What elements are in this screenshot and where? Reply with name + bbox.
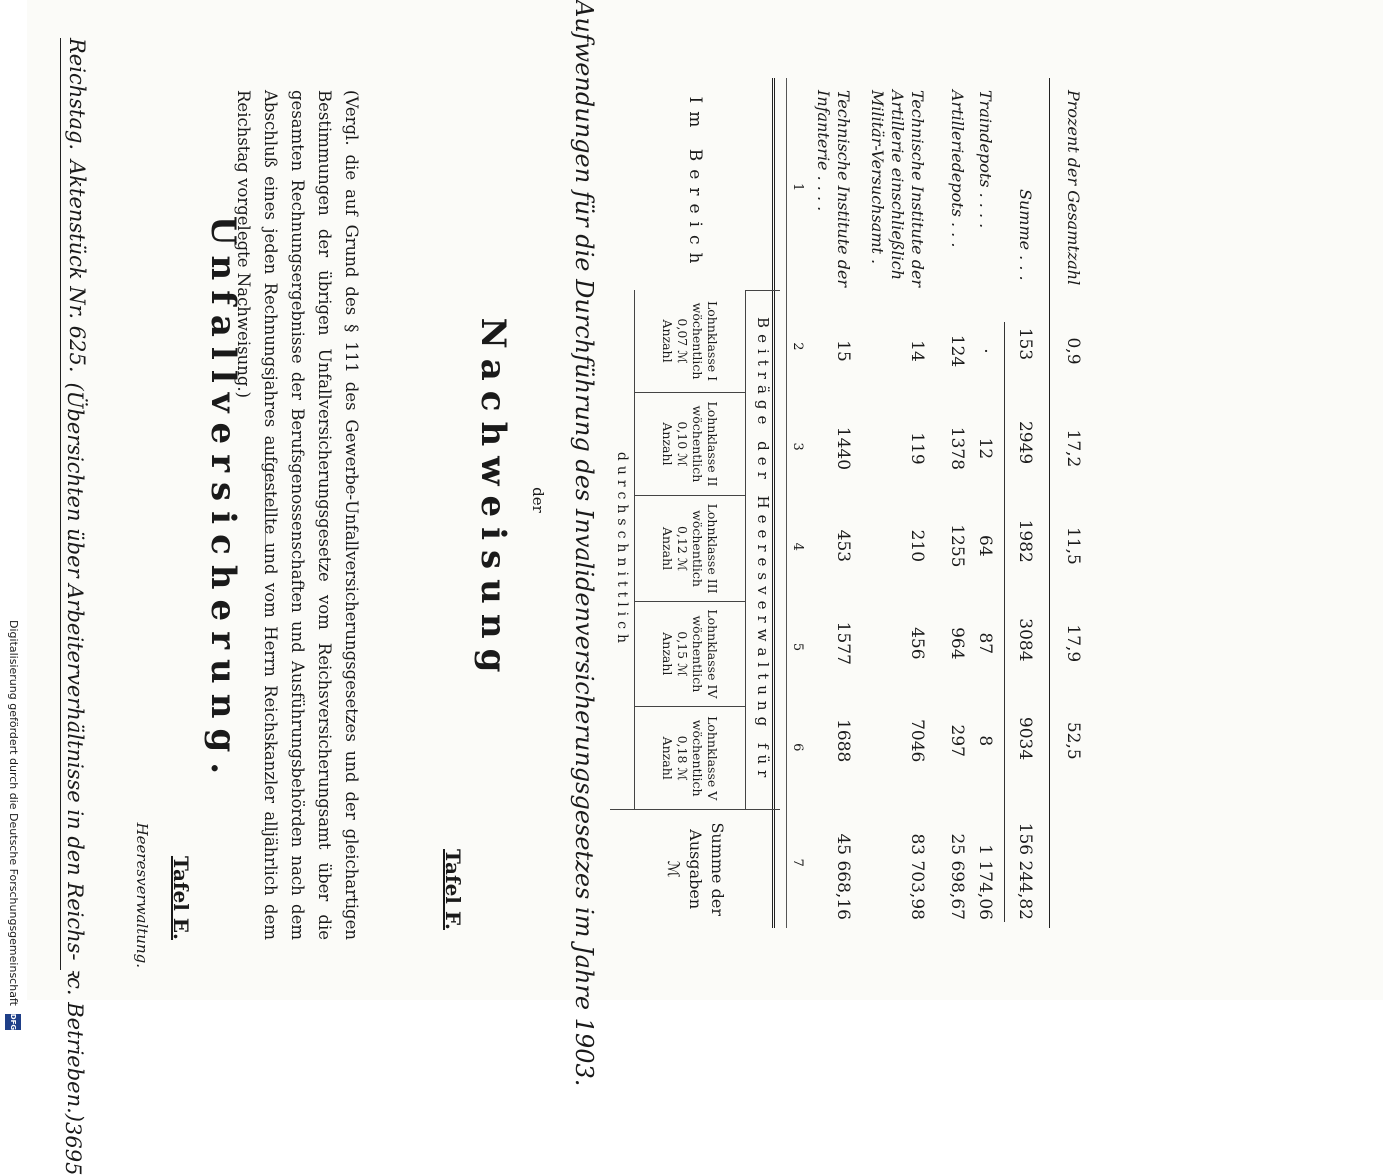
group-footer: durchschnittlich: [610, 290, 635, 809]
cell: 1577: [833, 621, 853, 665]
table-caption: Aufwendungen für die Durchführung des Invalidenversicherungsgesetzes im Jahre 1903.: [570, 0, 598, 1087]
section-label: Heeresverwaltung.: [133, 822, 151, 968]
wage-class-4: [635, 601, 746, 706]
footer-credit: [0, 0, 27, 1031]
percent-cell: 0,9: [1063, 337, 1083, 365]
cell-sum: 25 698,67: [947, 833, 967, 920]
wage-class-1: [635, 290, 746, 392]
wage-class-rate: 0,12 ℳ: [675, 525, 690, 572]
wage-class-name: Lohnklasse IV: [705, 609, 720, 699]
cell-sum: 45 668,16: [833, 833, 853, 920]
total-cell: 3084: [1015, 618, 1035, 662]
sub-title-der: der: [529, 487, 547, 513]
percent-row: [1063, 78, 1083, 928]
cell-sum: 1 174,06: [975, 844, 995, 920]
cell: 87: [975, 632, 995, 655]
total-cell: 2949: [1015, 420, 1035, 465]
wage-class-5: [635, 706, 746, 809]
cell: 8: [975, 735, 995, 747]
table-header: [610, 78, 780, 928]
column-number: 7: [790, 858, 805, 867]
sum-divider: [1004, 322, 1005, 922]
wage-class-unit: Anzahl: [660, 422, 675, 466]
cell: 64: [975, 535, 995, 557]
wage-class-weekly: wöchentlich: [690, 719, 705, 797]
journal-name: Reichstag.: [65, 38, 89, 151]
column-number: 1: [790, 183, 805, 192]
column-number-row: [786, 78, 805, 928]
percent-cell: 17,2: [1063, 429, 1083, 468]
col-header-sum: [610, 810, 780, 928]
total-row: [1015, 78, 1035, 928]
cell: 1688: [833, 719, 853, 763]
cell: 1440: [833, 426, 853, 471]
cell: 7046: [907, 719, 927, 763]
cell: 15: [833, 340, 853, 362]
document-subject: (Übersichten über Arbeiterverhältnisse in den Reichs- ꝛc. Betrieben.): [63, 382, 87, 1122]
wage-class-unit: Anzahl: [660, 632, 675, 676]
total-sum: 156 244,82: [1015, 822, 1035, 920]
percent-cell: 17,9: [1063, 624, 1083, 663]
intro-paragraph: (Vergl. die auf Grund des § 111 des Gewerbe-Unfallversicherungsgesetzes und der gleichartigen Bestimmungen der übrigen Unfallversicherungsgesetze vom Reichsversicherungsamt über die gesamten Rechnungsergebnisse der Berufsgenossenschaften und Ausführungsbehörden nach dem Abschluß eines jeden Rechnungsjahres aufgestellte und vom Herrn Reichskanzler alljährlich dem Reichstag vorgelegte Nachweisung.): [234, 90, 361, 940]
wage-class-rate: 0,18 ℳ: [675, 735, 690, 781]
row-label: Artilleriedepots . . .: [948, 90, 967, 248]
cell: 297: [947, 724, 967, 757]
wage-class-name: Lohnklasse II: [705, 401, 720, 487]
cell: 14: [907, 340, 927, 362]
column-number: 6: [790, 743, 805, 752]
total-cell: 1982: [1015, 519, 1035, 563]
sub-title: Nachweisung: [473, 317, 513, 683]
wage-class-2: [635, 392, 746, 496]
footer-credit-text: Digitalisierung gefördert durch die Deutsche Forschungsgemeinschaft: [7, 620, 20, 1006]
cell: ·: [975, 348, 995, 354]
cell: 964: [947, 627, 967, 660]
cell: 453: [833, 529, 853, 563]
percent-cell: 52,5: [1063, 721, 1083, 760]
wage-class-weekly: wöchentlich: [690, 405, 705, 483]
cell: 119: [907, 432, 927, 465]
column-number: 2: [790, 342, 805, 351]
col-header-bereich: Im Bereich: [685, 96, 705, 272]
total-cell: 9034: [1015, 716, 1035, 761]
wage-class-3: [635, 496, 746, 601]
total-cell: 153: [1015, 327, 1035, 361]
cell: 456: [907, 627, 927, 660]
running-head: [60, 38, 101, 1175]
column-number: 3: [790, 442, 805, 451]
cell: 1255: [947, 524, 967, 568]
wage-class-rate: 0,07 ℳ: [675, 318, 690, 364]
percent-cell: 11,5: [1063, 526, 1083, 565]
total-label: Summe . . .: [1016, 189, 1035, 281]
cell-sum: 83 703,98: [907, 833, 927, 920]
wage-class-rate: 0,15 ℳ: [675, 631, 690, 677]
dfg-logo-icon: DFG: [6, 1014, 22, 1030]
wage-class-name: Lohnklasse III: [705, 503, 720, 594]
cell: 124: [947, 334, 967, 368]
wage-class-weekly: wöchentlich: [690, 510, 705, 587]
wage-class-unit: Anzahl: [660, 319, 675, 363]
column-number: 5: [790, 642, 805, 652]
table-row: [813, 78, 853, 928]
document-number: Aktenstück Nr. 625.: [65, 160, 89, 373]
row-label: Traindepots . . . .: [976, 90, 995, 229]
wage-class-name: Lohnklasse I: [705, 300, 720, 382]
table-row: [975, 78, 995, 928]
wage-class-weekly: wöchentlich: [690, 615, 705, 693]
sum-unit: ℳ: [664, 860, 683, 878]
wage-class-unit: Anzahl: [660, 736, 675, 780]
table-label-e: Tafel E.: [169, 855, 193, 940]
row-label: Technische Institute der Artillerie einschließlich Militär-Versuchsamt .: [868, 90, 927, 288]
page-number: 3695: [61, 1121, 85, 1175]
table-label-f: Tafel F.: [441, 849, 465, 930]
table-row: [947, 78, 967, 928]
wage-class-unit: Anzahl: [660, 526, 675, 571]
group-header: Beiträge der Heeresverwaltung für: [746, 290, 781, 809]
row-label: Technische Institute der Infanterie . . . .: [814, 90, 853, 288]
cell: 1378: [947, 426, 967, 471]
cell: 210: [907, 529, 927, 563]
wage-class-weekly: wöchentlich: [690, 302, 705, 380]
table-row: [867, 78, 927, 928]
column-number: 4: [790, 542, 805, 551]
sum-header-label: Summe der Ausgaben: [686, 822, 727, 916]
cell: 12: [975, 437, 995, 460]
wage-class-rate: 0,10 ℳ: [675, 421, 690, 467]
percent-label: Prozent der Gesamtzahl: [1064, 90, 1083, 286]
table-bottom-rule: [1049, 78, 1050, 928]
main-title: Unfallversicherung.: [203, 215, 243, 785]
wage-class-name: Lohnklasse V: [705, 716, 720, 801]
